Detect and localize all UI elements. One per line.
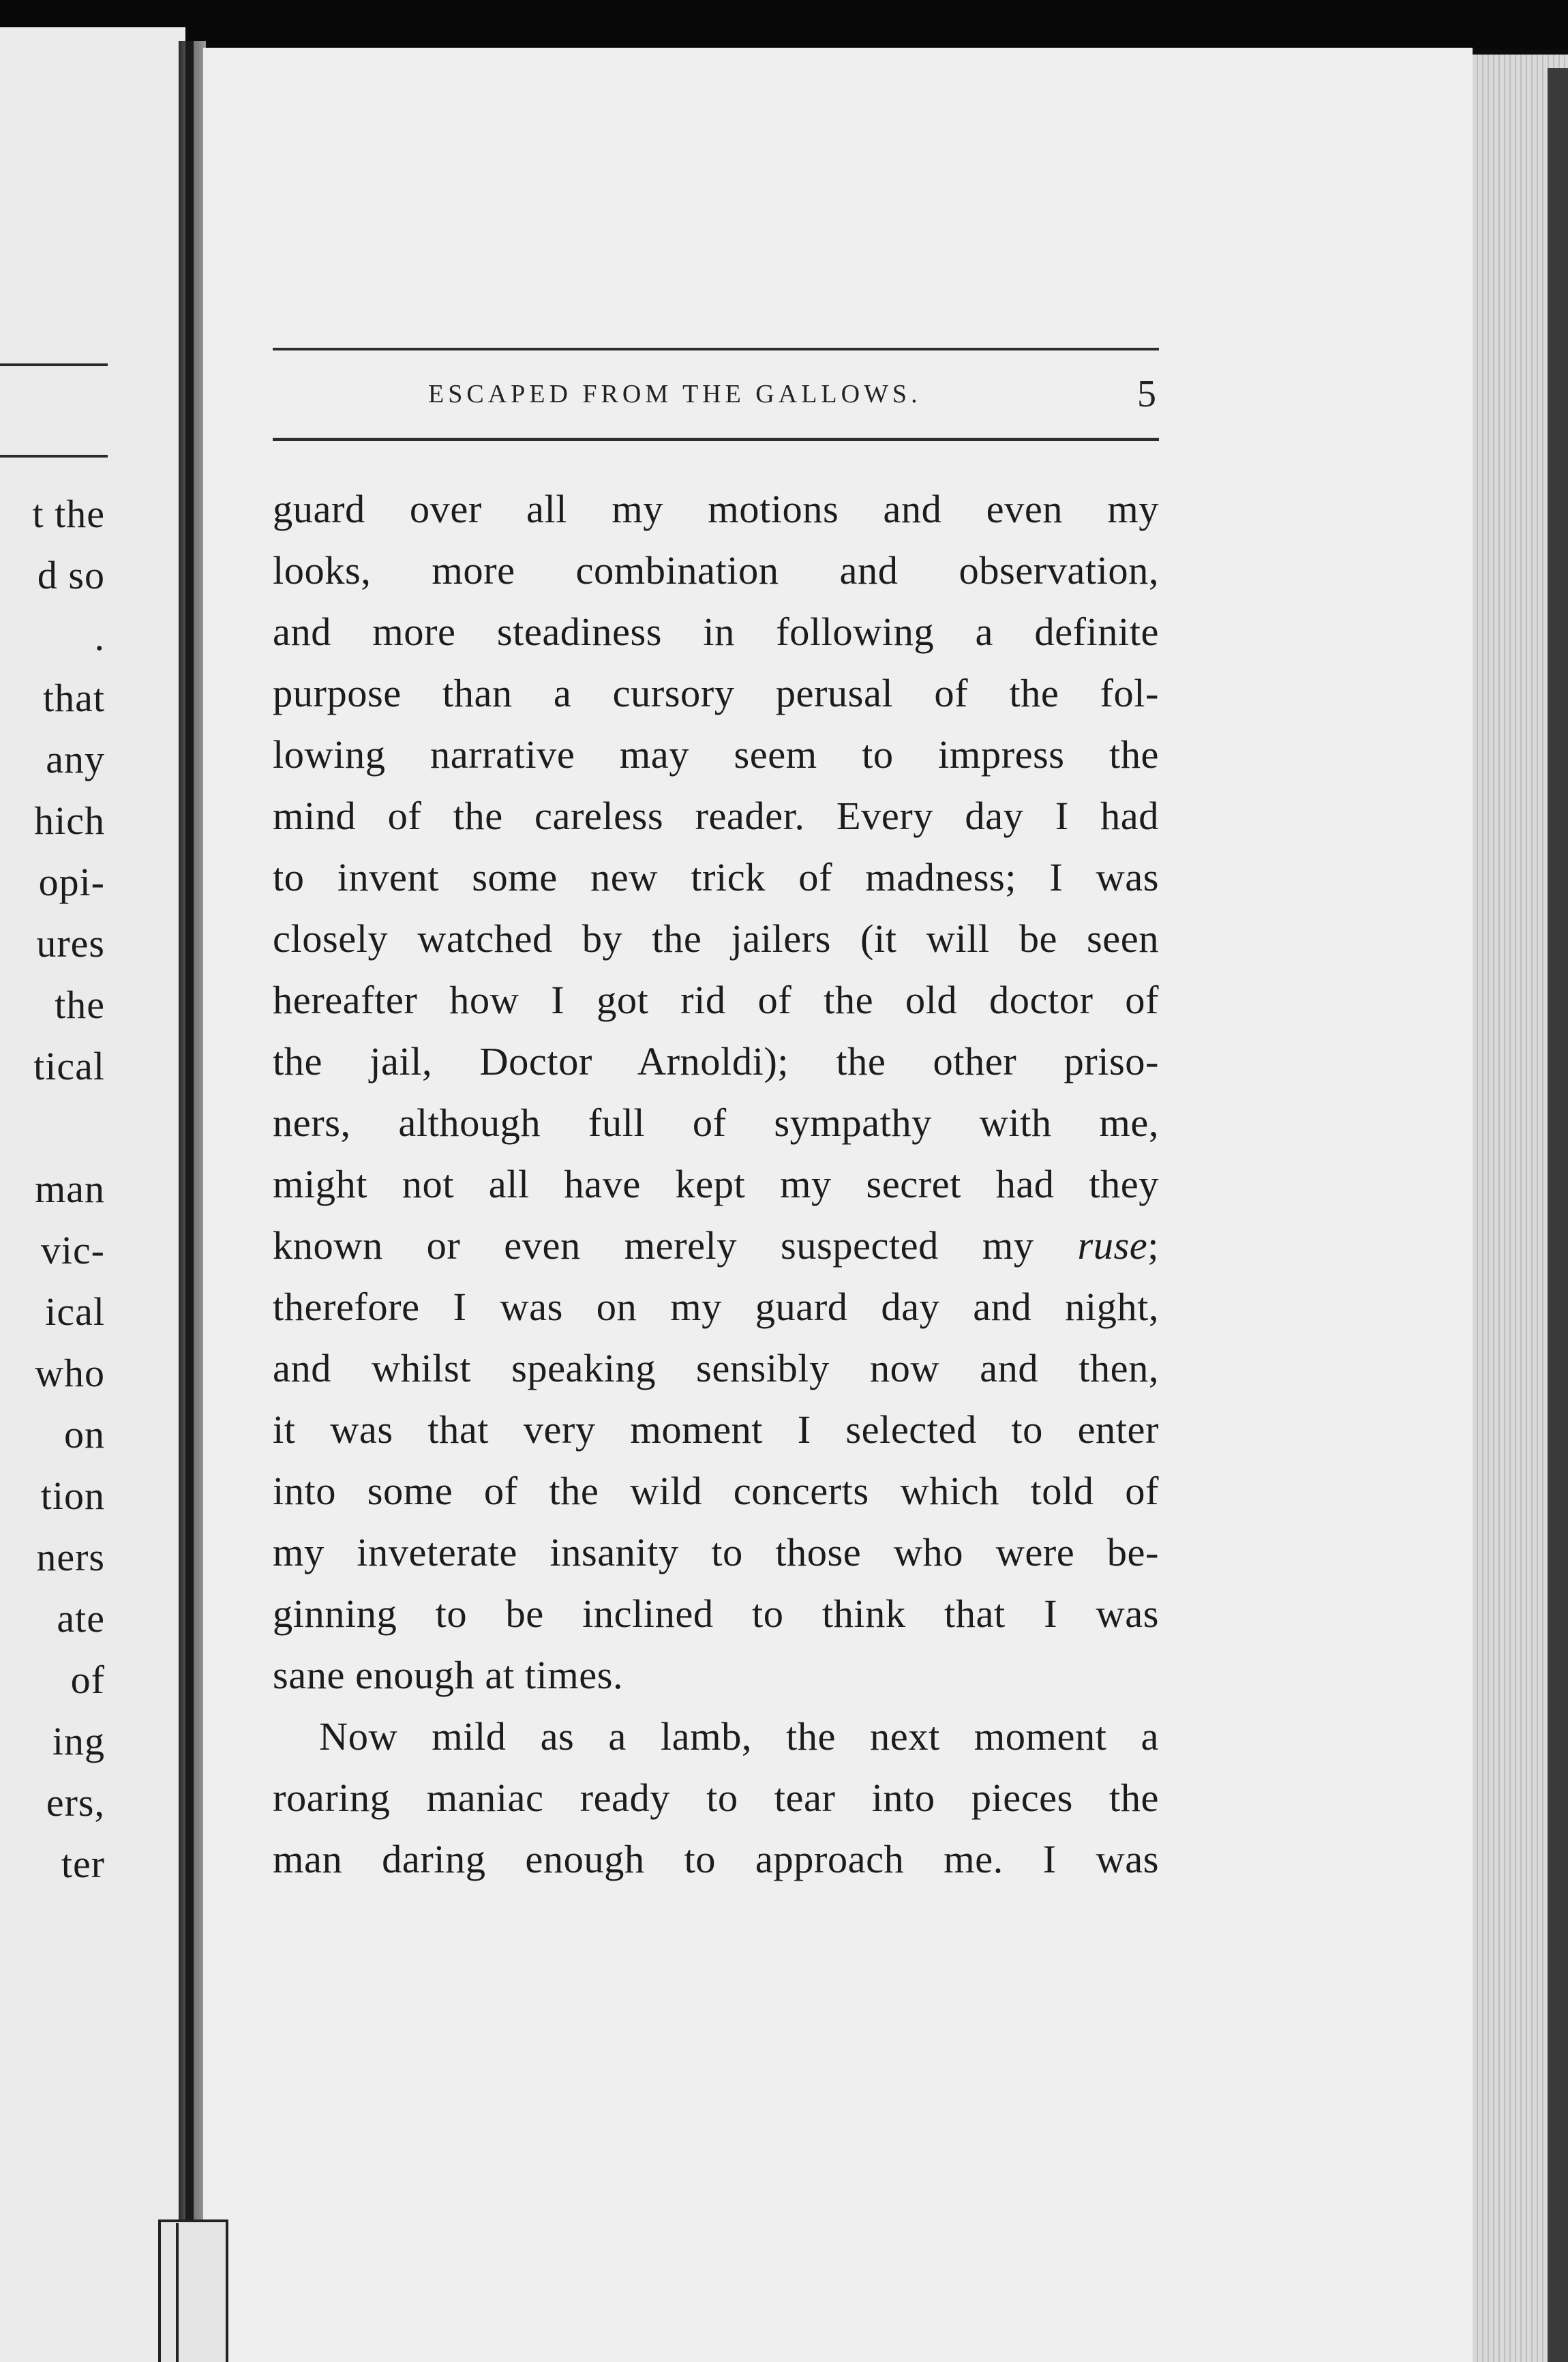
scan-border-top bbox=[0, 0, 1568, 49]
body-line: and more steadiness in following a definite bbox=[273, 610, 1159, 654]
left-page-line-fragment: tion bbox=[40, 1474, 105, 1518]
left-page-line-fragment: ures bbox=[36, 921, 105, 966]
body-line: it was that very moment I selected to enter bbox=[273, 1407, 1159, 1452]
left-page-line-fragment: . bbox=[94, 614, 105, 659]
body-line-paragraph-end: sane enough at times. bbox=[273, 1653, 624, 1697]
body-line: lowing narrative may seem to impress the bbox=[273, 732, 1159, 777]
body-line: might not all have kept my secret had they bbox=[273, 1162, 1159, 1206]
left-page-line-fragment: t the bbox=[32, 492, 105, 536]
left-page-line-fragment: ners bbox=[36, 1535, 105, 1579]
left-page-line-fragment: ate bbox=[57, 1596, 105, 1641]
body-text-span: ; bbox=[1147, 1223, 1159, 1268]
left-page-line-fragment: that bbox=[43, 676, 105, 720]
left-page-line-fragment: tical bbox=[33, 1044, 105, 1088]
left-page-line-fragment: the bbox=[55, 983, 105, 1027]
italic-word: ruse bbox=[1077, 1223, 1148, 1268]
left-page-line-fragment: ers, bbox=[46, 1780, 105, 1825]
left-page-line-fragment: on bbox=[64, 1412, 105, 1456]
body-line: my inveterate insanity to those who were be- bbox=[273, 1530, 1159, 1574]
body-line: therefore I was on my guard day and night, bbox=[273, 1285, 1159, 1329]
left-page-line-fragment: vic- bbox=[40, 1228, 105, 1272]
body-line: looks, more combination and observation, bbox=[273, 548, 1159, 593]
left-page-line-fragment: any bbox=[46, 737, 105, 781]
body-line: to invent some new trick of madness; I was bbox=[273, 855, 1159, 899]
header-rule-bottom bbox=[273, 438, 1159, 441]
body-line-with-italic bbox=[273, 1223, 1159, 1268]
body-line-paragraph-start: Now mild as a lamb, the next moment a bbox=[319, 1714, 1159, 1759]
left-page-rule-bottom bbox=[0, 455, 108, 458]
left-page-line-fragment: opi- bbox=[38, 860, 105, 904]
binding-stub-edge bbox=[176, 2223, 179, 2362]
body-line: man daring enough to approach me. I was bbox=[273, 1837, 1159, 1881]
body-line: purpose than a cursory perusal of the fol- bbox=[273, 671, 1159, 715]
binding-stub bbox=[158, 2219, 228, 2362]
left-page-line-fragment: of bbox=[70, 1658, 105, 1702]
left-page-line-fragment: ter bbox=[61, 1842, 105, 1886]
body-line: ners, although full of sympathy with me, bbox=[273, 1101, 1159, 1145]
body-text-span: known or even merely suspected my bbox=[273, 1223, 1078, 1268]
body-line: hereafter how I got rid of the old doctor of bbox=[273, 978, 1159, 1022]
body-line: guard over all my motions and even my bbox=[273, 487, 1159, 531]
body-line: ginning to be inclined to think that I was bbox=[273, 1591, 1159, 1636]
body-line: into some of the wild concerts which told of bbox=[273, 1469, 1159, 1513]
left-page-line-fragment: d so bbox=[37, 553, 105, 597]
book-gutter-shadow bbox=[185, 41, 194, 2362]
left-page-rule-top bbox=[0, 363, 108, 366]
body-line: the jail, Doctor Arnoldi); the other priso- bbox=[273, 1039, 1159, 1083]
body-line: closely watched by the jailers (it will be seen bbox=[273, 916, 1159, 961]
header-rule-top bbox=[273, 348, 1159, 350]
page-edges-shadow bbox=[1548, 68, 1568, 2362]
left-page-line-fragment: hich bbox=[34, 798, 105, 843]
running-title: ESCAPED FROM THE GALLOWS. bbox=[428, 380, 922, 408]
left-page-line-fragment: ing bbox=[52, 1719, 105, 1763]
body-line: roaring maniac ready to tear into pieces the bbox=[273, 1776, 1159, 1820]
left-page-line-fragment: ical bbox=[45, 1289, 105, 1334]
body-line: mind of the careless reader. Every day I had bbox=[273, 794, 1159, 838]
left-page-line-fragment: who bbox=[35, 1351, 105, 1395]
page-number: 5 bbox=[1137, 373, 1156, 415]
left-page bbox=[0, 27, 185, 2362]
left-page-line-fragment: man bbox=[35, 1167, 105, 1211]
body-line: and whilst speaking sensibly now and then, bbox=[273, 1346, 1159, 1390]
